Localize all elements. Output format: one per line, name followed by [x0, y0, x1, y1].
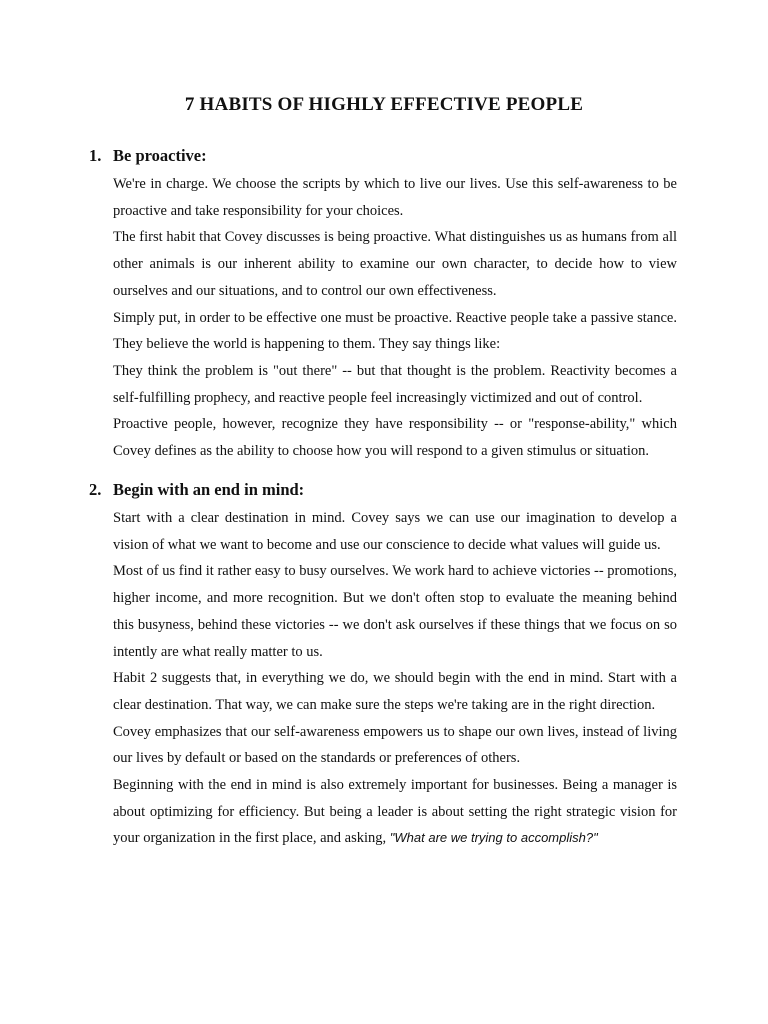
paragraph: Most of us find it rather easy to busy ourselves. We work hard to achieve victories -- promotions, higher income, and more recognition. But we don't often stop to evaluate the meaning behind this busyness, behind these victories -- we don't ask ourselves if these things that we focus on so intently are what really matter to us.: [113, 563, 677, 660]
section-heading: [89, 146, 207, 166]
paragraph: The first habit that Covey discusses is being proactive. What distinguishes us as humans from all other animals is our inherent ability to examine our own character, to decide how to view ourselves and our situations, and to control our own effectiveness.: [113, 229, 677, 299]
paragraph: Proactive people, however, recognize they have responsibility -- or "response-ability," which Covey defines as the ability to choose how you will respond to a given stimulus or situation.: [113, 416, 677, 460]
document-title: 7 HABITS OF HIGHLY EFFECTIVE PEOPLE: [184, 94, 584, 115]
paragraph: We're in charge. We choose the scripts by which to live our lives. Use this self-awareness to be proactive and take responsibility for your choices.: [113, 176, 677, 219]
section-heading: [89, 480, 304, 500]
paragraph: Simply put, in order to be effective one must be proactive. Reactive people take a passive stance. They believe the world is happening to them. They say things like:: [113, 309, 677, 353]
section-heading-text: Begin with an end in mind:: [113, 480, 305, 499]
paragraph-with-quote: [113, 772, 677, 852]
section-number: 2.: [89, 480, 102, 499]
paragraph: Covey emphasizes that our self-awareness empowers us to shape our own lives, instead of living our lives by default or based on the standards or preferences of others.: [113, 723, 677, 767]
paragraph: Habit 2 suggests that, in everything we do, we should begin with the end in mind. Start with a clear destination. That way, we can make sure the steps we're taking are in the right direction.: [113, 670, 677, 713]
section-number: 1.: [89, 146, 102, 165]
closing-quote: "What are we trying to accomplish?": [389, 830, 598, 846]
paragraph: They think the problem is "out there" -- but that thought is the problem. Reactivity becomes a self-fulfilling prophecy, and reactive people feel increasingly victimized and out of control.: [113, 362, 677, 406]
paragraph-text: Beginning with the end in mind is also extremely important for businesses. Being a manager is about optimizing for efficiency. But being a leader is about setting the right strategic vision for your organization in the first place, and asking,: [113, 777, 677, 847]
section-heading-text: Be proactive:: [113, 146, 207, 165]
paragraph: Start with a clear destination in mind. Covey says we can use our imagination to develop a vision of what we want to become and use our conscience to decide what values will guide us.: [113, 510, 677, 553]
section-body: [113, 505, 677, 852]
section-body: [113, 171, 677, 465]
